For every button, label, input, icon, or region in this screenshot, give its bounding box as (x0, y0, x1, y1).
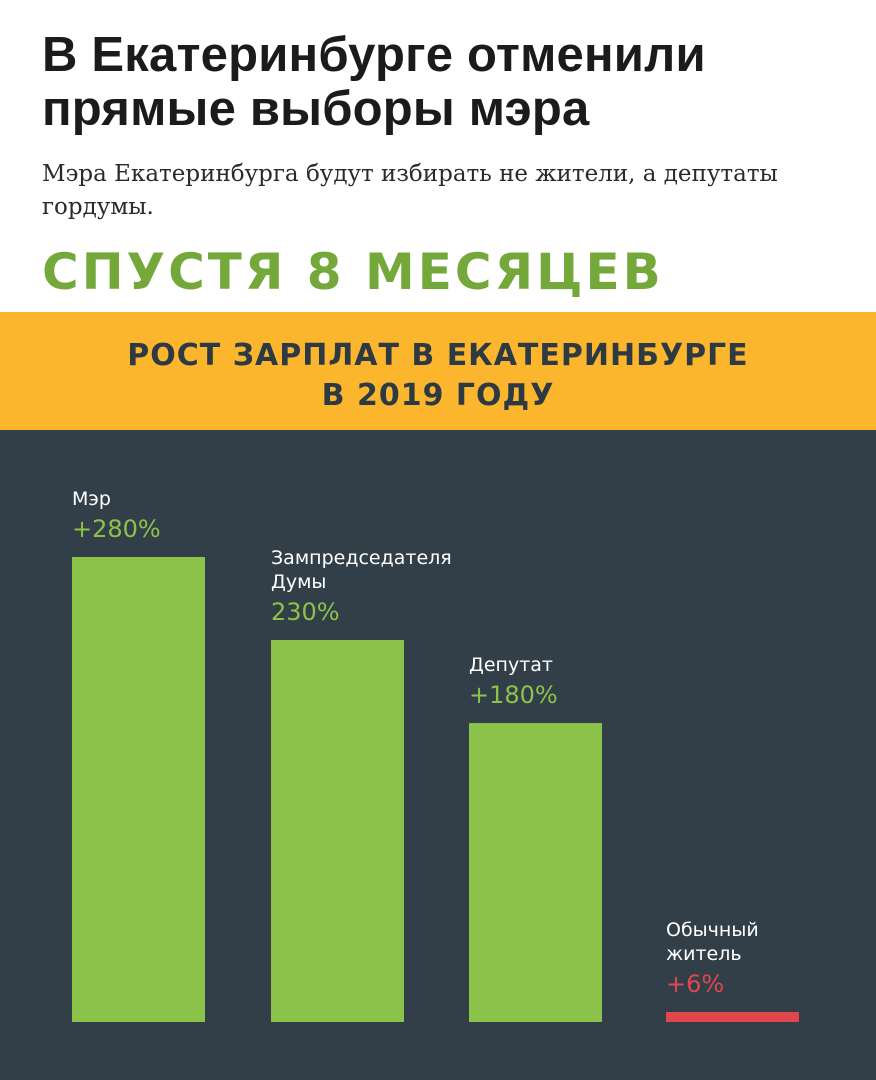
bar-value-label-4: +6% (666, 970, 725, 998)
bar-value-label-1: +280% (72, 515, 161, 543)
chart-title-line-2: В 2019 ГОДУ (321, 378, 555, 413)
bar-category-label-4-line-2: житель (666, 943, 742, 965)
chart-title-line-1: РОСТ ЗАРПЛАТ В ЕКАТЕРИНБУРГЕ (127, 338, 749, 373)
bar-category-label-2-line-1: Зампредседателя (271, 547, 452, 570)
bar-category-label-1-line-1: Мэр (72, 488, 111, 510)
bar-value-label-3: +180% (469, 681, 558, 710)
bar-category-label-2-line-2: Думы (271, 571, 327, 594)
headline: В Екатеринбурге отменили прямые выборы мэра (42, 28, 706, 136)
bar-3 (469, 723, 602, 1022)
salary-growth-chart (0, 430, 876, 1080)
bar-4 (666, 1012, 799, 1022)
chart-canvas (0, 430, 876, 1080)
lead-paragraph: Мэра Екатеринбурга будут избирать не жители, а депутаты гордумы. (42, 161, 778, 220)
subtitle-banner-text: СПУСТЯ 8 МЕСЯЦЕВ (42, 243, 664, 301)
bar-value-label-2: 230% (271, 598, 340, 627)
bar-category-label-3-line-1: Депутат (469, 654, 553, 677)
bar-1 (72, 557, 205, 1022)
bar-category-label-4-line-1: Обычный (666, 919, 759, 941)
bar-2 (271, 640, 404, 1022)
chart-title-banner (0, 312, 876, 430)
chart-title (0, 336, 876, 416)
